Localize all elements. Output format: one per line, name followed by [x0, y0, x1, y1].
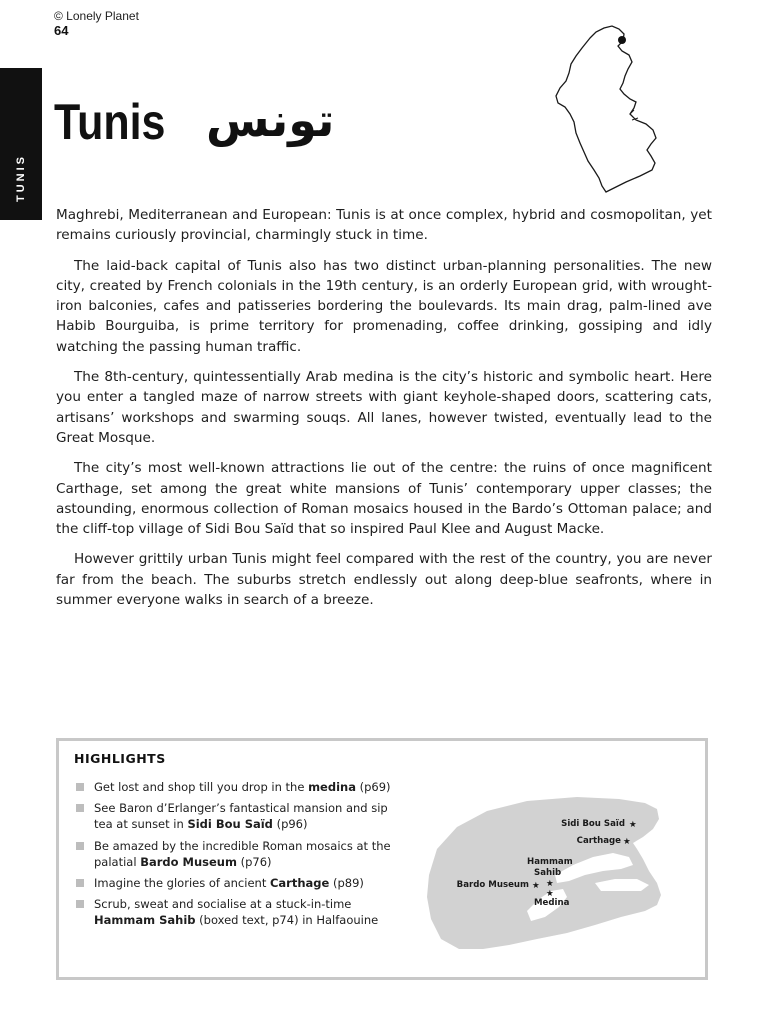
map-star-medina: ★: [546, 889, 554, 899]
highlight-page-ref: (p96): [272, 817, 308, 832]
page-title-arabic: تونس: [206, 93, 335, 147]
highlight-text: Scrub, sweat and socialise at a stuck-in-time: [94, 897, 352, 912]
chapter-side-tab-label: TUNIS: [15, 154, 27, 202]
map-label-sidi-bou-said: Sidi Bou Saïd: [561, 819, 625, 829]
square-bullet-icon: [76, 842, 84, 850]
highlight-text: Imagine the glories of ancient: [94, 876, 270, 891]
highlight-item: [74, 838, 404, 870]
intro-paragraph: The laid-back capital of Tunis also has two distinct urban-planning personalities. The new city, created by French colonials in the 19th century, is an orderly European grid, with wrought-iron balconies, cafes and patisseries bordering the boulevards. Its main drag, palm-lined ave Habib Bourguiba, is prime territory for promenading, coffee drinking, gossiping and idly watching the passing human traffic.: [56, 257, 712, 355]
intro-paragraph: The 8th-century, quintessentially Arab medina is the city’s historic and symbolic heart. Here you enter a tangled maze of narrow streets with giant keyhole-shaped doors, scattering cats, artisans’ workshops and swarming souqs. All lanes, however twisted, eventually lead to the Great Mosque.: [56, 369, 712, 446]
tunisia-locator-map: [552, 22, 662, 194]
square-bullet-icon: [76, 879, 84, 887]
page-number: 64: [54, 23, 69, 38]
page-title: Tunis: [54, 94, 166, 150]
map-label-medina: Medina: [534, 898, 570, 908]
highlight-item: [74, 779, 404, 795]
tunis-area-map: [423, 787, 663, 957]
highlight-place: Bardo Museum: [140, 854, 237, 869]
copyright-notice: © Lonely Planet: [54, 9, 139, 23]
highlight-item: [74, 800, 404, 832]
tunis-location-dot: [618, 36, 626, 44]
highlight-item: [74, 875, 404, 891]
map-star-hammam-sahib: ★: [546, 879, 554, 889]
intro-text: [56, 205, 712, 620]
highlight-text: See Baron d’Erlanger’s fantastical mansion and sip tea at sunset in: [94, 801, 388, 832]
map-star-sidi-bou-said: ★: [629, 820, 637, 830]
highlight-place: Carthage: [269, 876, 330, 891]
chapter-side-tab: [0, 68, 42, 220]
intro-paragraph: Maghrebi, Mediterranean and European: Tunis is at once complex, hybrid and cosmopolitan, yet remains curiously provincial, charmingly stuck in time.: [56, 207, 712, 244]
highlights-heading: HIGHLIGHTS: [74, 751, 166, 766]
highlight-place: medina: [308, 780, 356, 794]
tunisia-outline-icon: [556, 26, 656, 192]
highlight-page-ref: (p69): [355, 780, 391, 794]
map-label-bardo-museum: Bardo Museum: [456, 880, 529, 890]
highlight-text: Get lost and shop till you drop in the: [94, 780, 309, 794]
highlight-place: Sidi Bou Saïd: [187, 817, 273, 832]
map-label-hammam-sahib: Hammam: [527, 857, 573, 867]
highlights-box: [56, 738, 708, 980]
intro-paragraph: However grittily urban Tunis might feel compared with the rest of the country, you are never far from the beach. The suburbs stretch endlessly out along deep-blue seafronts, where in summer everyone walks in search of a breeze.: [56, 551, 712, 609]
highlight-item: [74, 896, 404, 928]
map-label-hammam-sahib-line2: Sahib: [534, 868, 562, 878]
highlight-text: Be amazed by the incredible Roman mosaics at the palatial: [94, 838, 391, 869]
highlight-page-ref: (boxed text, p74) in Halfaouine: [195, 913, 379, 928]
square-bullet-icon: [76, 900, 84, 908]
square-bullet-icon: [76, 804, 84, 812]
highlight-page-ref: (p76): [236, 854, 272, 869]
highlights-list: [74, 779, 404, 934]
highlight-place: Hammam Sahib: [94, 913, 196, 928]
map-label-carthage: Carthage: [576, 836, 621, 846]
map-star-bardo-museum: ★: [532, 881, 540, 891]
highlight-page-ref: (p89): [329, 876, 364, 891]
square-bullet-icon: [76, 783, 84, 791]
intro-paragraph: The city’s most well-known attractions lie out of the centre: the ruins of once magnificent Carthage, set among the great white mansions of Tunis’ contemporary upper classes; the astounding, enormous collection of Roman mosaics housed in the Bardo’s Ottoman palace; and the cliff-top village of Sidi Bou Saïd that so inspired Paul Klee and August Macke.: [56, 460, 712, 538]
map-star-carthage: ★: [623, 837, 631, 847]
